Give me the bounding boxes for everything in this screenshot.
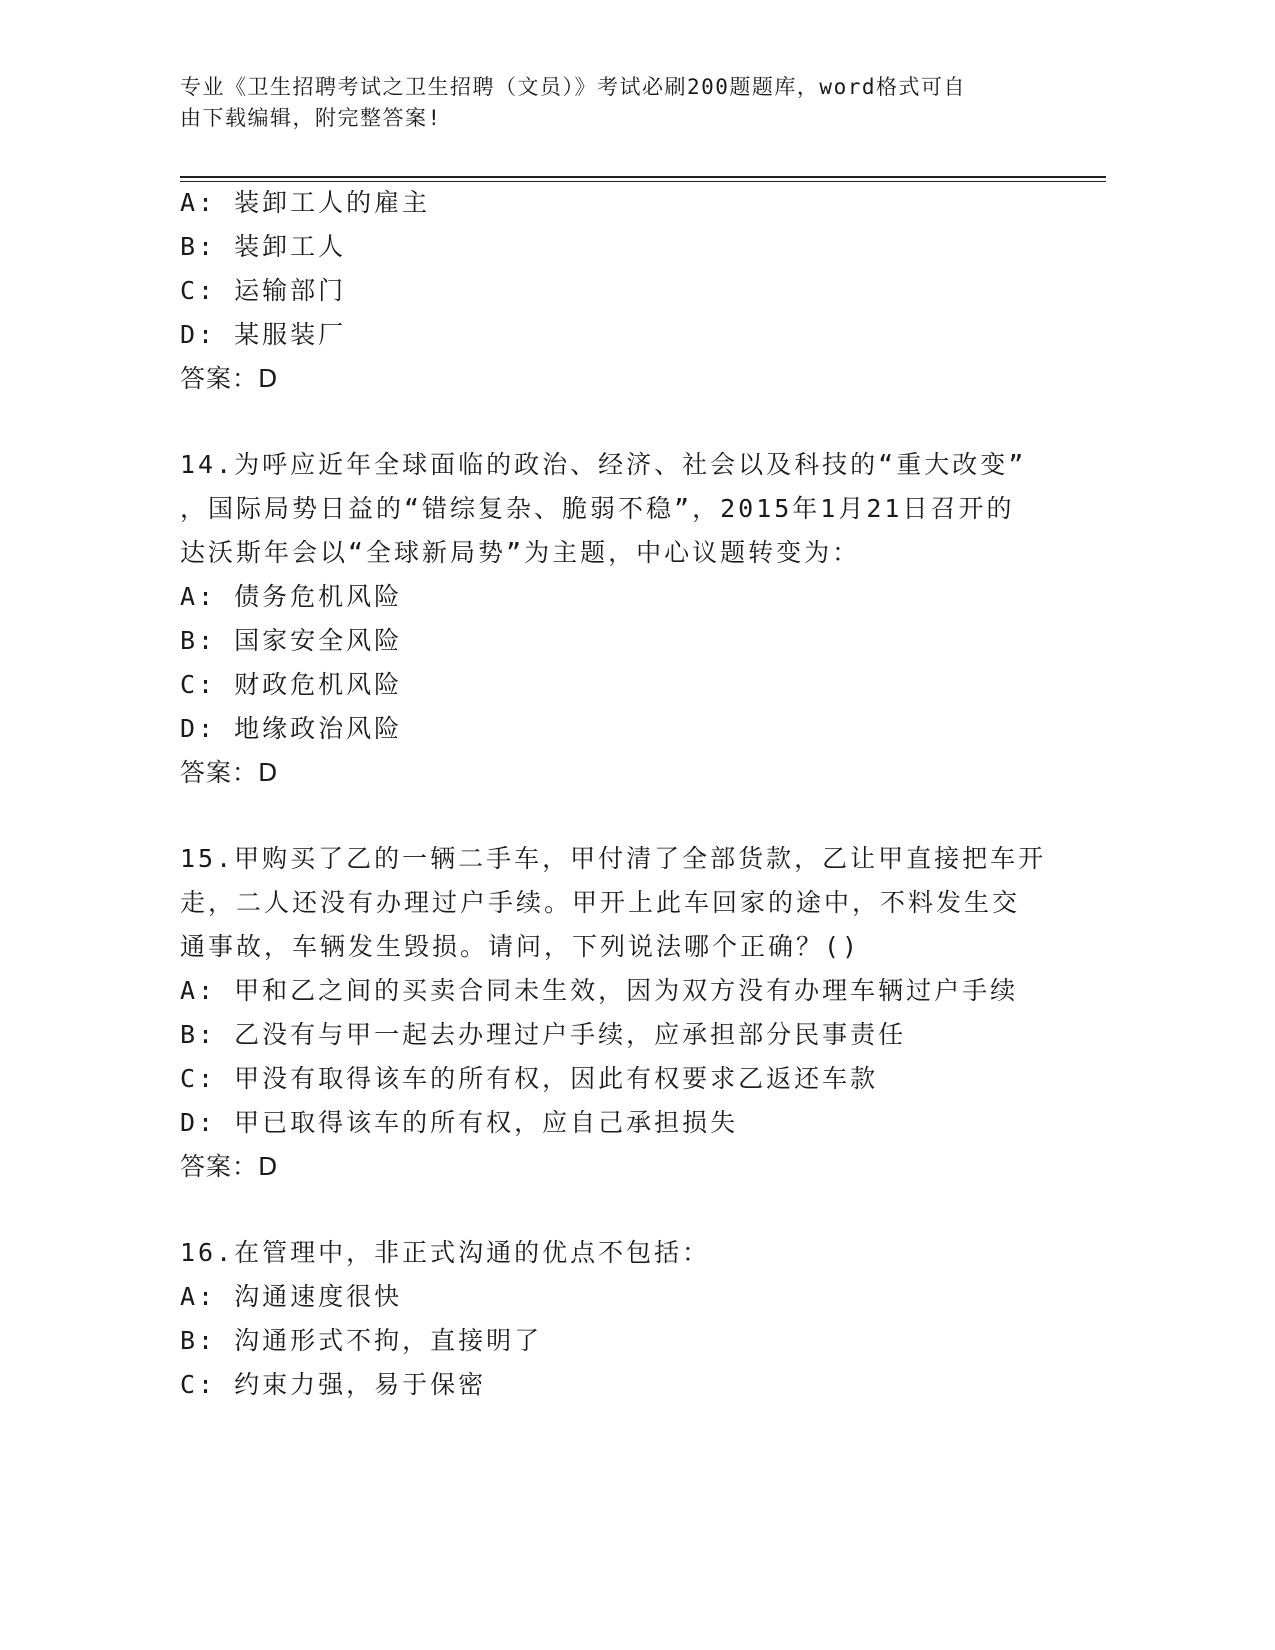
spacer (180, 401, 1080, 443)
question-15 (180, 837, 1080, 1189)
option-a: A: 债务危机风险 (180, 582, 403, 611)
question-text: 达沃斯年会以“全球新局势”为主题，中心议题转变为： (180, 538, 861, 567)
answer: 答案：D (180, 364, 279, 393)
question-text: 16.在管理中，非正式沟通的优点不包括： (180, 1238, 711, 1267)
option-a: A: 甲和乙之间的买卖合同未生效，因为双方没有办理车辆过户手续 (180, 976, 1019, 1005)
option-d: D: 某服装厂 (180, 320, 347, 349)
option-c: C: 约束力强，易于保密 (180, 1370, 487, 1399)
document-header (180, 72, 1030, 134)
question-list (180, 181, 1080, 1407)
question-text: 走，二人还没有办理过户手续。甲开上此车回家的途中，不料发生交 (180, 888, 1021, 917)
question-16 (180, 1231, 1080, 1407)
option-a: A: 装卸工人的雇主 (180, 188, 431, 217)
answer: 答案：D (180, 758, 279, 787)
question-text: ，国际局势日益的“错综复杂、脆弱不稳”，2015年1月21日召开的 (180, 494, 1015, 523)
header-line-1: 专业《卫生招聘考试之卫生招聘（文员）》考试必刷200题题库，word格式可自 (180, 75, 966, 99)
option-d: D: 地缘政治风险 (180, 714, 403, 743)
spacer (180, 795, 1080, 837)
option-a: A: 沟通速度很快 (180, 1282, 403, 1311)
option-c: C: 甲没有取得该车的所有权，因此有权要求乙返还车款 (180, 1064, 879, 1093)
header-line-2: 由下载编辑，附完整答案! (180, 106, 442, 130)
option-b: B: 装卸工人 (180, 232, 347, 261)
question-text: 15.甲购买了乙的一辆二手车，甲付清了全部货款，乙让甲直接把车开 (180, 844, 1047, 873)
answer: 答案：D (180, 1152, 279, 1181)
option-b: B: 沟通形式不拘，直接明了 (180, 1326, 543, 1355)
option-b: B: 国家安全风险 (180, 626, 403, 655)
question-13-continued (180, 181, 1080, 401)
spacer (180, 1189, 1080, 1231)
question-text: 通事故，车辆发生毁损。请问，下列说法哪个正确？() (180, 932, 861, 961)
question-14 (180, 443, 1080, 795)
option-d: D: 甲已取得该车的所有权，应自己承担损失 (180, 1108, 739, 1137)
option-c: C: 财政危机风险 (180, 670, 403, 699)
question-text: 14.为呼应近年全球面临的政治、经济、社会以及科技的“重大改变” (180, 450, 1027, 479)
option-c: C: 运输部门 (180, 276, 347, 305)
option-b: B: 乙没有与甲一起去办理过户手续，应承担部分民事责任 (180, 1020, 907, 1049)
